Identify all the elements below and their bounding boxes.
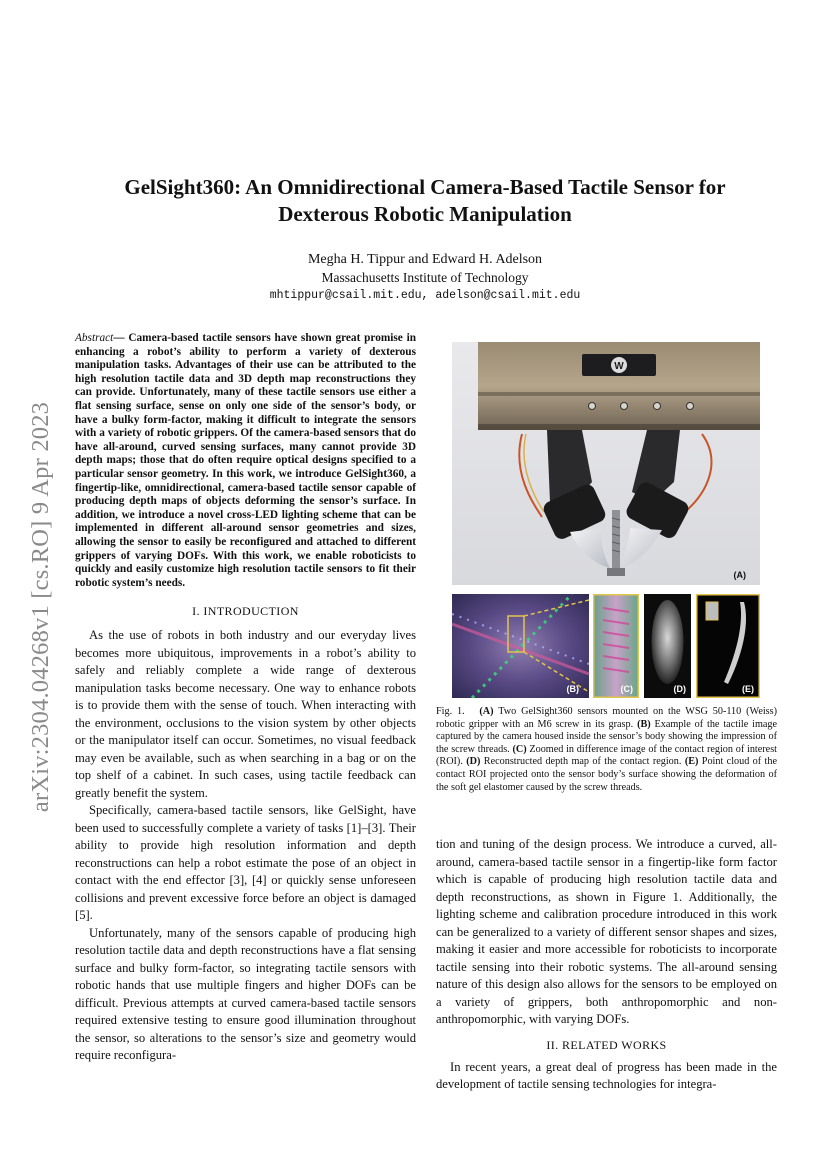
right-column-text [436,836,777,1094]
left-column [75,332,416,1065]
figure-panel-d [644,594,691,698]
right-paragraph-1: tion and tuning of the design process. We introduce a curved, all-around, camera-based tactile sensor in a fingertip-like form factor which is capable of producing high resolution tactile data and depth reconstructions, as shown in Figure 1. Additionally, the lighting scheme and calibration procedure introduced in this work can be generalized to a variety of different sensor shapes and sizes, making it easier and more accessible for roboticists to incorporate tactile sensing into their robotic systems. The all-around sensing nature of this design also allows for the sensors to be employed on a variety of grippers, both anthropomorphic and non-anthropomorphic, with varying DOFs. [436,837,777,1026]
caption-text-e: Point cloud of the contact ROI projected onto the sensor body’s surface showing the deformation of the soft gel elastomer caused by the screw threads. [436,756,777,793]
gripper-illustration [452,342,760,585]
figure-caption [436,706,777,794]
caption-text-b: Example of the tactile image captured by the camera housed inside the sensor’s body showing the impression of the screw threads. [436,718,778,755]
authors: Megha H. Tippur and Edward H. Adelson [307,252,543,267]
paper-title [60,174,790,228]
abstract [75,332,416,590]
gripper-logo: W [614,361,624,372]
intro-paragraph-2: Specifically, camera-based tactile sensors, like GelSight, have been used to successfully complete a variety of tasks [1]–[3]. Their ability to provide high resolution information and depth reconstructions can help a robot estimate the pose of an object in contact with the end effector [3], [4] or quickly sense unforeseen collisions and prevent excessive force before an object is damaged [5]. [75,803,416,923]
figure-label-a: (A) [733,570,746,580]
figure-label-b: (B) [566,684,579,694]
caption-tag-d: (D) [466,756,481,768]
caption-tag-a: (A) [479,706,494,717]
figure-label-e: (E) [742,684,754,694]
caption-text-c: Zoomed in difference image of the contact region of interest (ROI). [436,743,777,768]
arxiv-stamp [20,372,62,842]
section-heading-introduction: I. INTRODUCTION [192,604,299,619]
affiliation: Massachusetts Institute of Technology [321,270,529,285]
abstract-text: — Camera-based tactile sensors have shown great promise in enhancing a robot’s ability to perform a variety of dexterous manipulation tasks. Advantages of their use can be attributed to the high resolution tactile data and 3D depth map reconstructions they can provide. Unfortunately, many of these tactile sensors use either a flat sensing surface, sense on only one side of the sensor’s body, or have a bulky form-factor, making it difficult to integrate the sensors with a variety of robotic grippers. Of the camera-based sensors that do have all-around, curved sensing surfaces, many cannot provide 3D depth maps; those that do often require optical designs specified to a particular sensor geometry. In this work, we introduce GelSight360, a fingertip-like, omnidirectional, camera-based tactile sensor capable of producing depth maps of objects deforming the sensor’s surface. In addition, we introduce a novel cross-LED lighting scheme that can be implemented in different all-around sensor geometries and sizes, allowing the sensor to easily be reconfigured and attached to different grippers of varying DOFs. With this work, we enable roboticists to quickly and easily customize high resolution tactile sensors to fit their robotic system’s needs. [75,332,416,589]
title-line-1: GelSight360: An Omnidirectional Camera-Based Tactile Sensor for [124,175,726,199]
intro-paragraph-1: As the use of robots in both industry and our everyday lives becomes more ubiquitous, improvements in a robot’s ability to safely and reliably complete a wide range of dexterous manipulation tasks become necessary. One way to enhance robots is to provide them with the sense of touch. When interacting with the environment, occlusions to the vision system by other objects or the manipulator itself can occur. Sometimes, no visual feedback may even be available, such as when searching in a bag or on the top shelf of a cabinet. In such cases, using tactile feedback can greatly benefit the system. [75,628,416,800]
figure-panel-e [696,594,760,698]
section-heading-related-works: II. RELATED WORKS [546,1037,667,1052]
caption-text-a: Two GelSight360 sensors mounted on the WSG 50-110 (Weiss) robotic gripper with an M6 screw in its grasp. [436,706,778,730]
emails: mhtippur@csail.mit.edu, adelson@csail.mit.edu [269,289,581,302]
figure-1a-gripper-photo [452,342,760,585]
figure-label-c: (C) [620,684,633,694]
figure-panel-c [593,594,639,698]
caption-tag-c: (C) [512,743,527,755]
caption-tag-e: (E) [684,756,699,768]
figure-label-d: (D) [673,684,686,694]
figure-panel-b [452,594,589,698]
title-line-2: Dexterous Robotic Manipulation [278,202,572,226]
caption-prefix: Fig. 1. [436,706,465,717]
abstract-label: Abstract [75,332,114,344]
caption-text-d: Reconstructed depth map of the contact region. [480,756,685,768]
arxiv-id: arXiv:2304.04268v1 [cs.RO] 9 Apr 2023 [27,401,55,813]
intro-paragraph-3: Unfortunately, many of the sensors capable of producing high resolution tactile data and depth reconstructions have a flat sensing surface and bulky form-factor, so integrating tactile sensors with robotic hands that use multiple fingers and higher DOFs can be difficult. Previous attempts at curved camera-based tactile sensors required extensive testing to ensure good illumination throughout the sensor, so alterations to the sensor’s size and geometry would require reconfigura- [75,925,416,1063]
caption-tag-b: (B) [637,718,651,730]
right-paragraph-2: In recent years, a great deal of progress has been made in the development of tactile sensing technologies for integra- [436,1059,777,1091]
